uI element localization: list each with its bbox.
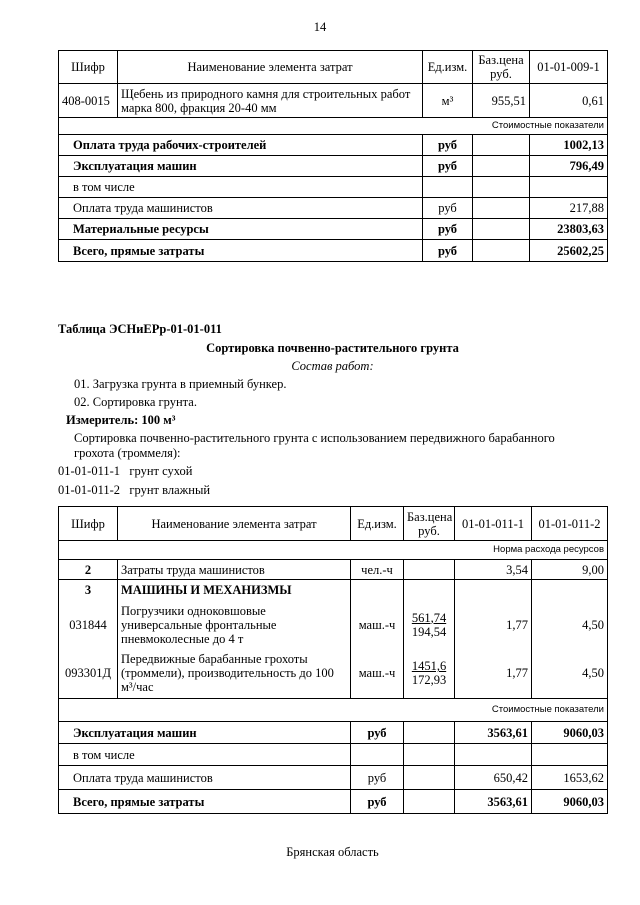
row-unit: маш.-ч — [351, 649, 404, 699]
header-code: Шифр — [59, 51, 118, 84]
empty-cell — [404, 744, 455, 766]
norm-label: Норма расхода ресурсов — [59, 541, 608, 560]
summary-unit: руб — [423, 135, 473, 156]
row-value-1: 3,54 — [455, 560, 532, 580]
cost-table-1 — [58, 50, 608, 262]
empty-cell — [473, 156, 530, 177]
summary-value: 23803,63 — [530, 219, 608, 240]
summary-row — [59, 766, 608, 790]
summary-label: Оплата труда машинистов — [59, 198, 423, 219]
work-item: 01. Загрузка грунта в приемный бункер. — [74, 377, 287, 391]
header-unit: Ед.изм. — [351, 507, 404, 541]
summary-unit — [351, 744, 404, 766]
header-name: Наименование элемента затрат — [118, 51, 423, 84]
summary-row — [59, 240, 608, 262]
price-top: 1451,6 — [411, 659, 447, 674]
summary-value: 1002,13 — [530, 135, 608, 156]
works-heading: Состав работ: — [291, 359, 374, 373]
summary-value-2: 9060,03 — [532, 790, 608, 814]
summary-label: Эксплуатация машин — [59, 722, 351, 744]
summary-value-2 — [532, 744, 608, 766]
summary-unit: руб — [423, 198, 473, 219]
table-header — [59, 507, 608, 541]
footer-region: Брянская область — [286, 845, 379, 859]
row-name: Щебень из природного камня для строительных работ марка 800, фракция 20-40 мм — [118, 84, 423, 118]
row-name: Затраты труда машинистов — [118, 560, 351, 580]
description: Сортировка почвенно-растительного грунта с использованием передвижного барабанного грохота (троммеля): — [74, 431, 555, 460]
summary-unit: руб — [351, 766, 404, 790]
section-label: Стоимостные показатели — [59, 118, 608, 135]
summary-row — [59, 790, 608, 814]
row-price — [404, 601, 455, 649]
summary-row — [59, 177, 608, 198]
table-row — [59, 649, 608, 699]
group-name: МАШИНЫ И МЕХАНИЗМЫ — [118, 580, 351, 601]
section-row — [59, 699, 608, 722]
row-unit: маш.-ч — [351, 601, 404, 649]
work-item: 02. Сортировка грунта. — [74, 395, 197, 409]
table-row — [59, 601, 608, 649]
variant-item — [58, 483, 210, 498]
empty-cell — [473, 177, 530, 198]
summary-value-1: 3563,61 — [455, 790, 532, 814]
summary-unit: руб — [423, 156, 473, 177]
row-price — [404, 649, 455, 699]
price-bottom: 172,93 — [411, 673, 447, 688]
empty-cell — [473, 135, 530, 156]
table-row — [59, 560, 608, 580]
row-name: Погрузчики одноковшовые универсальные фронтальные пневмоколесные до 4 т — [118, 601, 351, 649]
summary-row — [59, 198, 608, 219]
summary-label: в том числе — [59, 744, 351, 766]
empty-cell — [532, 580, 608, 601]
summary-row — [59, 135, 608, 156]
variant-text: грунт сухой — [129, 464, 193, 478]
summary-row — [59, 722, 608, 744]
summary-value-1 — [455, 744, 532, 766]
row-value-2: 4,50 — [532, 601, 608, 649]
summary-label: Материальные ресурсы — [59, 219, 423, 240]
section-row — [59, 541, 608, 560]
empty-cell — [473, 198, 530, 219]
empty-cell — [404, 722, 455, 744]
header-price: Баз.цена руб. — [473, 51, 530, 84]
row-value-2: 9,00 — [532, 560, 608, 580]
variant-item — [58, 464, 193, 479]
row-code: 408-0015 — [59, 84, 118, 118]
summary-value: 796,49 — [530, 156, 608, 177]
header-code: Шифр — [59, 507, 118, 541]
table-title: Таблица ЭСНиЕРр-01-01-011 — [58, 322, 222, 336]
row-value-1: 1,77 — [455, 601, 532, 649]
price-top: 561,74 — [411, 610, 447, 625]
price-bottom: 194,54 — [411, 624, 447, 639]
summary-row — [59, 219, 608, 240]
empty-cell — [404, 766, 455, 790]
empty-cell — [404, 790, 455, 814]
row-value-2: 4,50 — [532, 649, 608, 699]
group-code: 3 — [59, 580, 118, 601]
summary-label: Оплата труда машинистов — [59, 766, 351, 790]
summary-value: 25602,25 — [530, 240, 608, 262]
table-row — [59, 84, 608, 118]
row-value-1: 1,77 — [455, 649, 532, 699]
row-price: 955,51 — [473, 84, 530, 118]
summary-value — [530, 177, 608, 198]
row-code: 2 — [59, 560, 118, 580]
summary-label: Всего, прямые затраты — [59, 240, 423, 262]
variant-text: грунт влажный — [129, 483, 211, 497]
meter: Измеритель: 100 м³ — [66, 413, 176, 427]
summary-value-2: 1653,62 — [532, 766, 608, 790]
summary-label: в том числе — [59, 177, 423, 198]
section-label: Стоимостные показатели — [59, 699, 608, 722]
summary-unit: руб — [423, 240, 473, 262]
header-code-col: 01-01-011-2 — [532, 507, 608, 541]
section-heading: Сортировка почвенно-растительного грунта — [206, 341, 459, 355]
row-unit: чел.-ч — [351, 560, 404, 580]
empty-cell — [404, 580, 455, 601]
row-value: 0,61 — [530, 84, 608, 118]
variant-code: 01-01-011-2 — [58, 483, 121, 497]
cost-table-2 — [58, 506, 608, 814]
variant-code: 01-01-011-1 — [58, 464, 121, 478]
summary-unit — [423, 177, 473, 198]
empty-cell — [351, 580, 404, 601]
header-code-col: 01-01-011-1 — [455, 507, 532, 541]
row-code: 093301Д — [59, 649, 118, 699]
header-name: Наименование элемента затрат — [118, 507, 351, 541]
page-number: 14 — [313, 20, 327, 34]
summary-label: Эксплуатация машин — [59, 156, 423, 177]
summary-unit: руб — [351, 722, 404, 744]
summary-label: Оплата труда рабочих-строителей — [59, 135, 423, 156]
row-name: Передвижные барабанные грохоты (троммели), производительность до 100 м³/час — [118, 649, 351, 699]
summary-row — [59, 744, 608, 766]
summary-value-1: 3563,61 — [455, 722, 532, 744]
summary-value: 217,88 — [530, 198, 608, 219]
empty-cell — [473, 219, 530, 240]
header-price: Баз.цена руб. — [404, 507, 455, 541]
empty-cell — [455, 580, 532, 601]
table-header — [59, 51, 608, 84]
section-row — [59, 118, 608, 135]
empty-cell — [404, 560, 455, 580]
row-code: 031844 — [59, 601, 118, 649]
summary-label: Всего, прямые затраты — [59, 790, 351, 814]
empty-cell — [473, 240, 530, 262]
summary-value-1: 650,42 — [455, 766, 532, 790]
summary-value-2: 9060,03 — [532, 722, 608, 744]
summary-unit: руб — [423, 219, 473, 240]
header-code-col: 01-01-009-1 — [530, 51, 608, 84]
row-unit: м³ — [423, 84, 473, 118]
header-unit: Ед.изм. — [423, 51, 473, 84]
summary-unit: руб — [351, 790, 404, 814]
group-row — [59, 580, 608, 601]
summary-row — [59, 156, 608, 177]
